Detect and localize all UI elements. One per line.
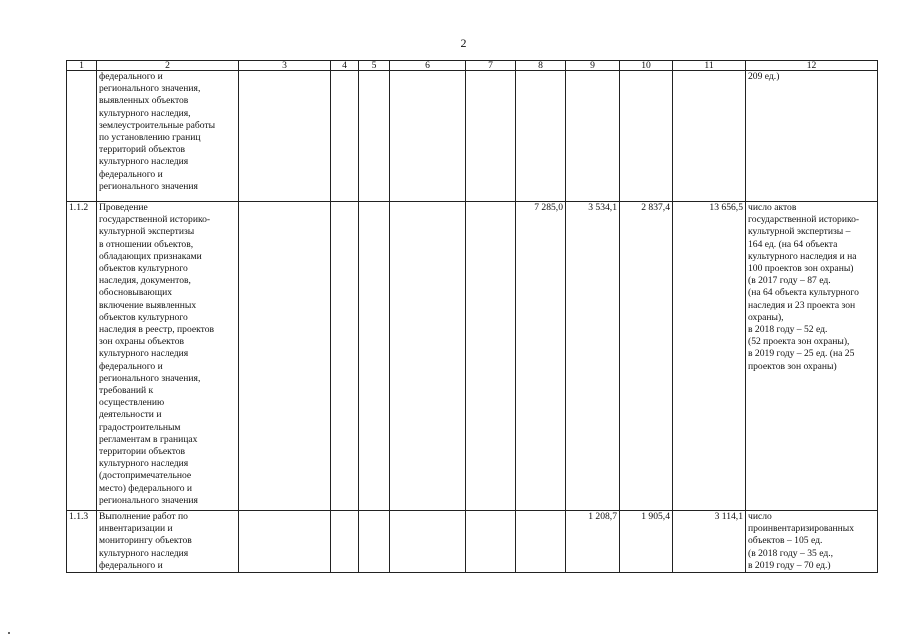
column-number: 7 [466,61,516,71]
row-id: 1.1.3 [67,511,97,573]
table-row [67,71,878,202]
funding-c10 [620,71,673,202]
column-number: 4 [331,61,359,71]
column-number: 9 [566,61,620,71]
cell-c6 [390,71,466,202]
column-number: 11 [673,61,746,71]
cell-c3 [239,202,331,511]
cell-c3 [239,511,331,573]
funding-c8: 7 285,0 [516,202,566,511]
row-id: 1.1.2 [67,202,97,511]
column-number: 12 [746,61,878,71]
cell-c7 [466,71,516,202]
column-number: 8 [516,61,566,71]
cell-c6 [390,202,466,511]
column-number: 10 [620,61,673,71]
scan-speck [8,632,10,634]
activity-name: Проведение государственной историко- культурной экспертизы в отношении объектов, обладающих признаками объектов культурного наследия, документов, обосновывающих включение выявленных объектов культурного наследия в реестр, проектов зон охраны объектов культурного наследия федерального и регионального значения, требований к осуществлению деятельности и градостроительным регламентам в границах территории объектов культурного наследия (достопримечательное место) федерального и регионального значения [97,202,239,511]
cell-c4 [331,71,359,202]
funding-c10: 1 905,4 [620,511,673,573]
result-indicator: 209 ед.) [746,71,878,202]
cell-c7 [466,511,516,573]
result-indicator: число проинвентаризированных объектов – 105 ед. (в 2018 году – 35 ед., в 2019 году – 70 ед.) [746,511,878,573]
funding-total: 3 114,1 [673,511,746,573]
funding-total [673,71,746,202]
funding-c8 [516,511,566,573]
cell-c7 [466,202,516,511]
cell-c4 [331,511,359,573]
cell-c3 [239,71,331,202]
cell-c5 [359,71,390,202]
funding-c9: 1 208,7 [566,511,620,573]
cell-c6 [390,511,466,573]
funding-c9: 3 534,1 [566,202,620,511]
column-number: 5 [359,61,390,71]
funding-total: 13 656,5 [673,202,746,511]
funding-c9 [566,71,620,202]
table-row [67,202,878,511]
cell-c5 [359,202,390,511]
funding-c10: 2 837,4 [620,202,673,511]
column-number: 1 [67,61,97,71]
column-number-row [67,61,878,71]
activity-name: Выполнение работ по инвентаризации и мониторингу объектов культурного наследия федерального и [97,511,239,573]
cell-c5 [359,511,390,573]
column-number: 6 [390,61,466,71]
column-number: 2 [97,61,239,71]
cell-c4 [331,202,359,511]
row-id [67,71,97,202]
funding-c8 [516,71,566,202]
column-number: 3 [239,61,331,71]
result-indicator: число актов государственной историко- культурной экспертизы – 164 ед. (на 64 объекта культурного наследия и на 100 проектов зон охраны) (в 2017 году – 87 ед. (на 64 объекта культурного наследия и 23 проекта зон охраны), в 2018 году – 52 ед. (52 проекта зон охраны), в 2019 году – 25 ед. (на 25 проектов зон охраны) [746,202,878,511]
program-activities-table [66,60,878,573]
table-row [67,511,878,573]
activity-name: федерального и регионального значения, выявленных объектов культурного наследия, землеустроительные работы по установлению границ территорий объектов культурного наследия федерального и регионального значения [97,71,239,202]
page-number: 2 [460,36,467,50]
